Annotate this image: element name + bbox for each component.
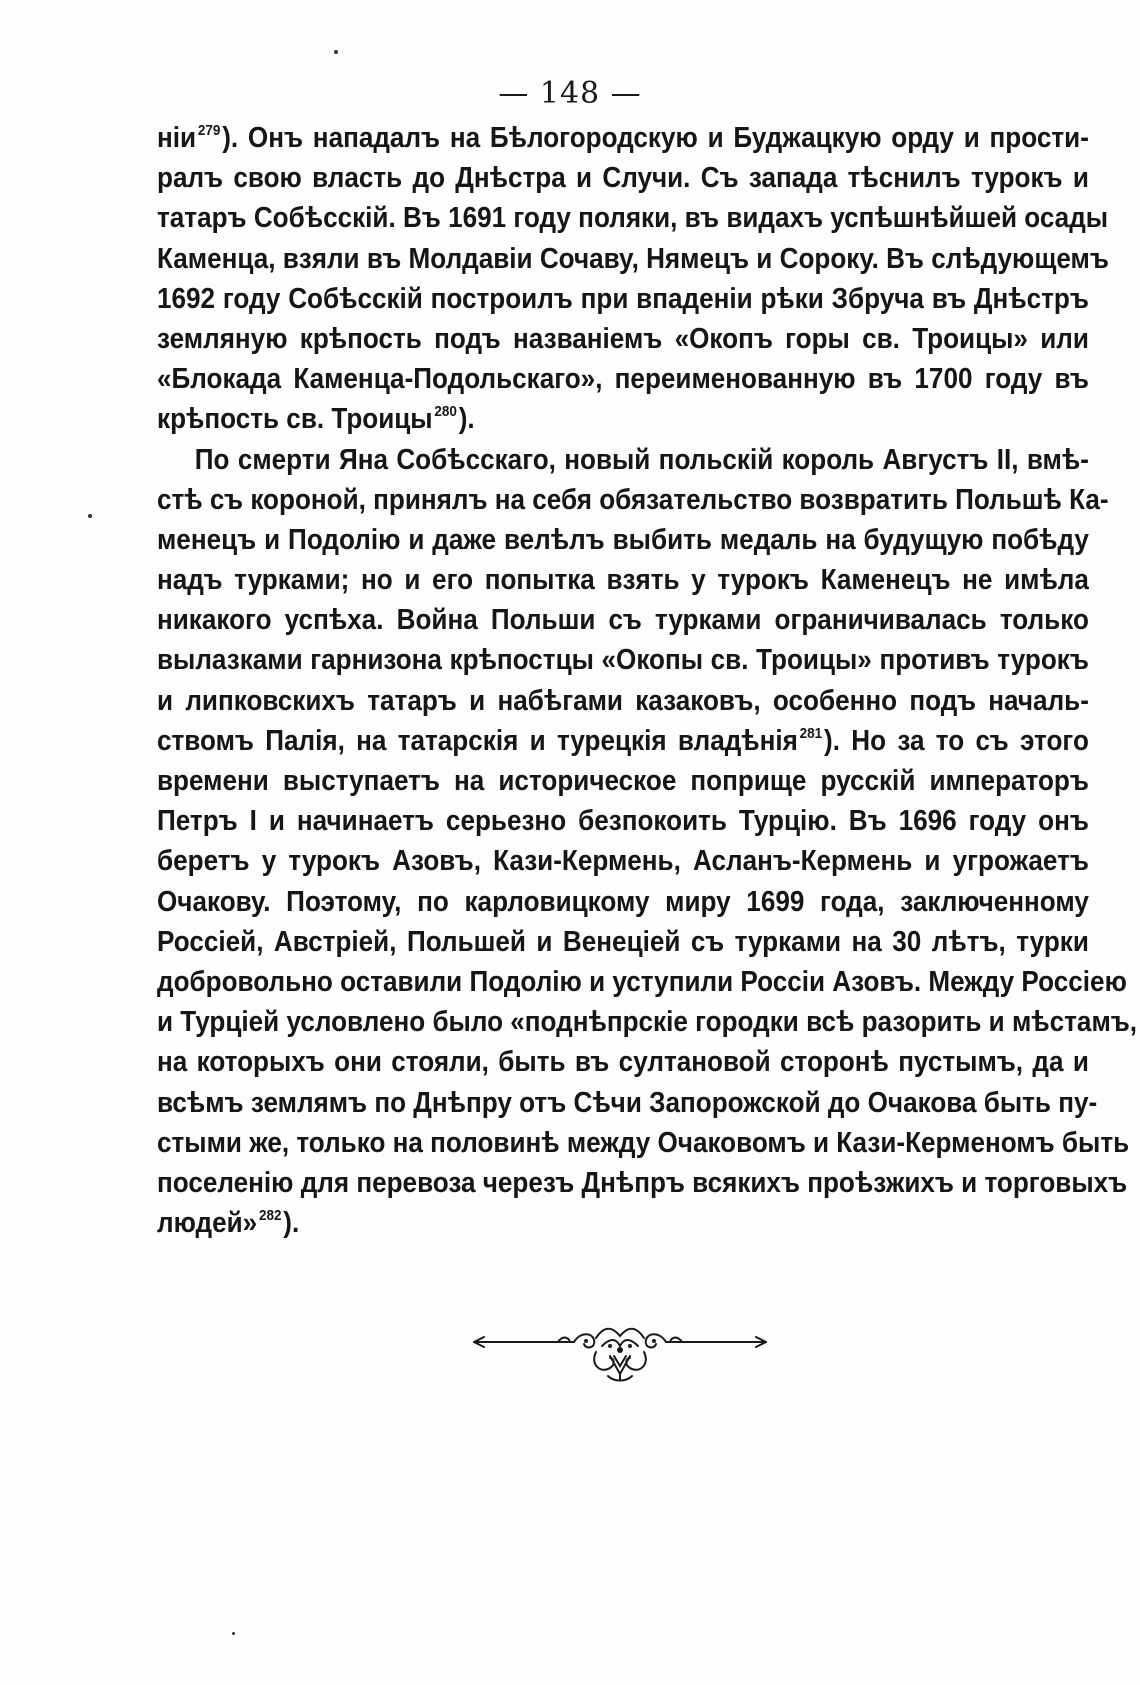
paragraph <box>157 118 1109 440</box>
text-line: Петръ I и начинаетъ серьезно безпокоить Турцію. Въ 1696 году онъ <box>157 805 1089 838</box>
text-line: вылазками гарнизона крѣпостцы «Окопы св. Троицы» противъ турокъ <box>157 644 1089 677</box>
print-speck <box>88 514 92 518</box>
text-line: Каменца, взяли въ Молдавіи Сочаву, Нямецъ и Сороку. Въ слѣдующемъ <box>157 242 1109 275</box>
text-line: времени выступаетъ на историческое поприще русскій императоръ <box>157 765 1089 797</box>
text-line: земляную крѣпость подъ названіемъ «Окопъ горы св. Троицы» или <box>157 322 1089 355</box>
text-line: ралъ свою власть до Днѣстра и Случи. Съ запада тѣснилъ турокъ и <box>157 162 1089 195</box>
text-line: добровольно оставили Подолію и уступили Россіи Азовъ. Между Россіею <box>157 965 1127 998</box>
text-line: никакого успѣха. Война Польши съ турками ограничивалась только <box>157 604 1089 637</box>
footnote-marker[interactable]: 279 <box>197 122 221 139</box>
text-line: Россіей, Австріей, Польшей и Венеціей съ турками на 30 лѣтъ, турки <box>157 925 1089 958</box>
text-line: поселенію для перевоза черезъ Днѣпръ всякихъ проѣзжихъ и торговыхъ <box>157 1166 1128 1199</box>
paragraph <box>157 440 1138 1244</box>
footnote-marker[interactable]: 282 <box>258 1207 282 1225</box>
text-line: менецъ и Подолію и даже велѣлъ выбить медаль на будущую побѣду <box>157 523 1089 556</box>
text-line: и Турціей условлено было «поднѣпрскіе городки всѣ разорить и мѣстамъ, <box>157 1006 1138 1039</box>
print-speck <box>334 50 338 54</box>
text-line: и липковскихъ татаръ и набѣгами казаковъ, особенно подъ началь- <box>157 684 1089 717</box>
footnote-marker[interactable]: 281 <box>799 724 823 742</box>
page-number: — 148 — <box>498 76 642 111</box>
footnote-marker[interactable]: 280 <box>434 403 457 421</box>
text-line: Очакову. Поэтому, по карловицкому миру 1699 года, заключенному <box>157 885 1089 918</box>
floral-tailpiece-icon <box>470 1316 770 1386</box>
text-line: крѣпость св. Троицы $^{280}$). <box>157 403 475 436</box>
text-line: ніи $^{279}$). Онъ нападалъ на Бѣлогородскую и Буджацкую орду и прости- <box>157 122 1089 154</box>
text-line: на которыхъ они стояли, быть въ султановой сторонѣ пустымъ, да и <box>157 1046 1089 1079</box>
text-line: всѣмъ землямъ по Днѣпру отъ Сѣчи Запорожской до Очакова быть пу- <box>157 1086 1098 1119</box>
text-line: ствомъ Палія, на татарскія и турецкія владѣнія $^{281}$). Но за то съ этого <box>157 724 1089 757</box>
text-line: людей» $^{282}$). <box>157 1207 300 1240</box>
text-line: 1692 году Собѣсскій построилъ при впаденіи рѣки Збруча въ Днѣстръ <box>157 282 1089 315</box>
text-line: По смерти Яна Собѣсскаго, новый польскій король Августъ II, вмѣ- <box>194 443 1089 476</box>
text-line: надъ турками; но и его попытка взять у турокъ Каменецъ не имѣла <box>157 564 1089 597</box>
text-line: «Блокада Каменца-Подольскаго», переименованную въ 1700 году въ <box>157 363 1089 396</box>
text-line: татаръ Собѣсскій. Въ 1691 году поляки, въ видахъ успѣшнѣйшей осады <box>157 202 1109 235</box>
text-line: стыми же, только на половинѣ между Очаковомъ и Кази-Керменомъ быть <box>157 1126 1130 1159</box>
body-text <box>157 118 1138 1243</box>
text-line: стѣ съ короной, принялъ на себя обязательство возвратить Польшѣ Ка- <box>157 483 1109 516</box>
print-speck <box>232 1632 235 1635</box>
text-line: беретъ у турокъ Азовъ, Кази-Кермень, Асланъ-Кермень и угрожаетъ <box>157 845 1089 878</box>
